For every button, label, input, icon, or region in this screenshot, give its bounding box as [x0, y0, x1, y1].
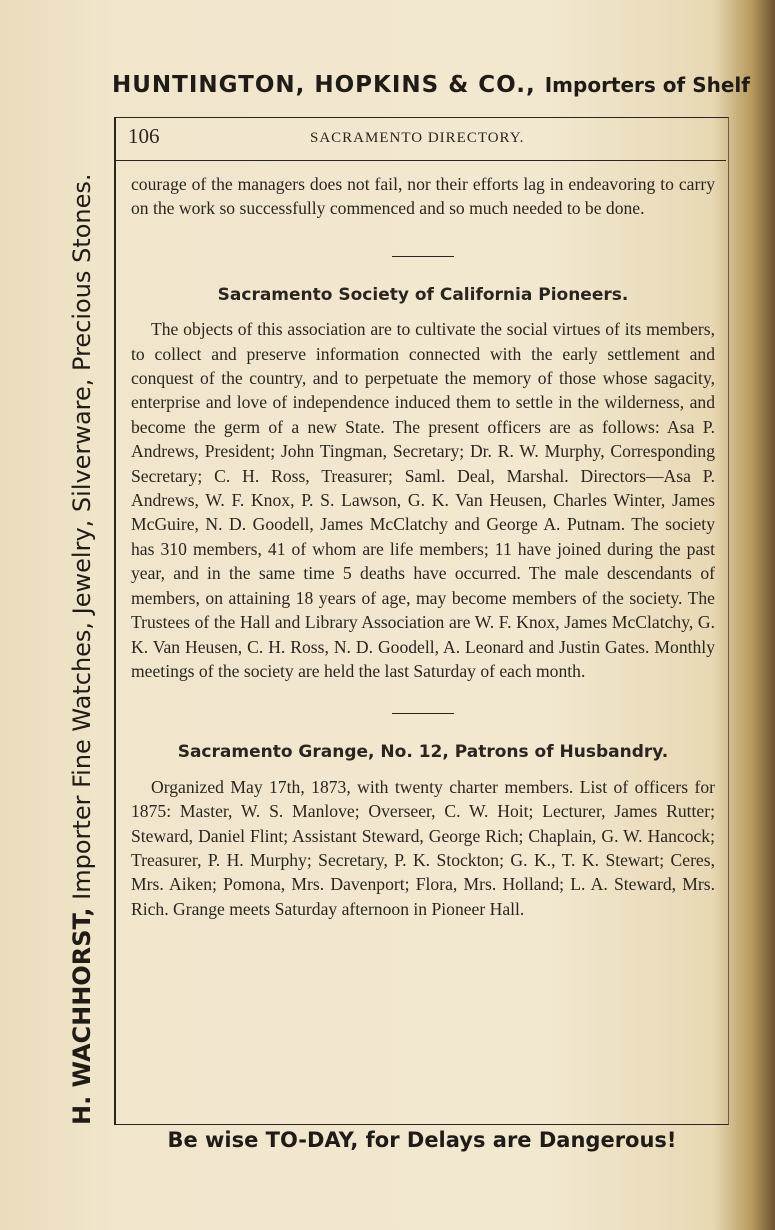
page-number: 106 [128, 124, 160, 148]
grange-paragraph: Organized May 17th, 1873, with twenty charter members. List of officers for 1875: Master, W. S. Manlove; Overseer, C. W. Hoit; Lecturer, James Rutter; Steward, Daniel Flint; Assistant Steward, George Rich; Chaplain, G. W. Hancock; Treasurer, P. H. Murphy; Secretary, P. K. Stockton; G. K., T. K. Stewart; Ceres, Mrs. Aiken; Pomona, Mrs. Davenport; Flora, Mrs. Holland; L. A. Steward, Mrs. Rich. Grange meets Saturday afternoon in Pioneer Hall. [131, 776, 715, 919]
top-banner-main: HUNTINGTON, HOPKINS & CO., [112, 72, 536, 98]
footer-motto: Be wise TO-DAY, for Delays are Dangerous! [167, 1128, 677, 1152]
grange-heading: Sacramento Grange, No. 12, Patrons of Husbandry. [177, 742, 669, 763]
intro-paragraph: courage of the managers does not fail, nor their efforts lag in endeavoring to carry on the work so successfully commenced and so much needed to be done. [131, 174, 715, 219]
header-rule [114, 160, 726, 161]
running-head: SACRAMENTO DIRECTORY. [310, 130, 525, 146]
pioneers-heading: Sacramento Society of California Pioneers. [217, 284, 629, 305]
side-advertisement-banner [60, 105, 104, 1125]
page-content [131, 172, 715, 921]
side-banner-name: H. WACHHORST, [68, 907, 96, 1125]
side-banner-text: Importer Fine Watches, Jewelry, Silverware, Precious Stones. [68, 173, 96, 900]
top-advertisement-banner [112, 72, 750, 98]
top-banner-tail: Importers of Shelf [544, 73, 750, 97]
pioneers-paragraph: The objects of this association are to cultivate the social virtues of its members, to collect and preserve information connected with the early settlement and conquest of the country, and to perpetuate the memory of those whose sagacity, enterprise and love of independence induced them to settle in the wilderness, and become the germ of a new State. The present officers are as follows: Asa P. Andrews, President; John Tingman, Secretary; Dr. R. W. Murphy, Corresponding Secretary; C. H. Ross, Treasurer; Saml. Deal, Marshal. Directors—Asa P. Andrews, W. F. Knox, P. S. Lawson, G. K. Van Heusen, Charles Winter, James McGuire, N. D. Goodell, James McClatchy and George A. Putnam. The society has 310 members, 41 of whom are life members; 11 have joined during the past year, and in the same time 5 deaths have occurred. The male descendants of members, on attaining 18 years of age, may become members of the society. The Trustees of the Hall and Library Association are W. F. Knox, James McClatchy, G. K. Van Heusen, C. H. Ross, N. D. Goodell, A. Leonard and Justin Gates. Monthly meetings of the society are held the last Saturday of each month. [131, 319, 715, 681]
